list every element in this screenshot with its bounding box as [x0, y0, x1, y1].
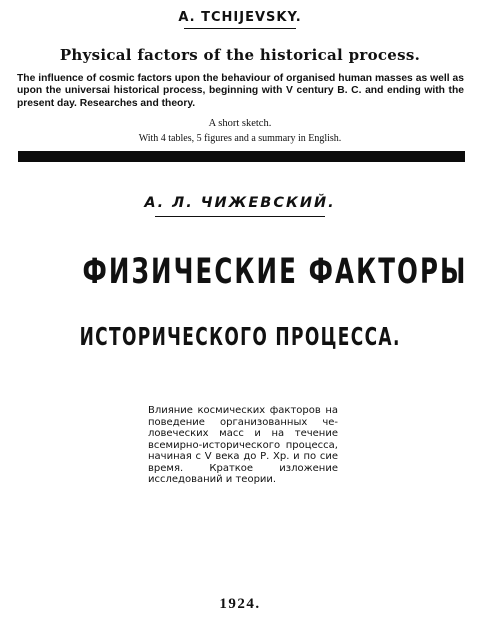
english-author-underline — [184, 28, 296, 29]
separator-band — [18, 151, 465, 162]
english-tables-note: With 4 tables, 5 figures and a summary in English. — [138, 133, 342, 144]
russian-title-line1 — [0, 252, 480, 292]
russian-description: Влияние космических факторов на поведение организованных человеческих масс и на течение всемирно-исторического процесса, начиная с V века до Р. Хр. и по сие время. Краткое изложение исследований и теории. — [148, 405, 338, 485]
english-description: The influence of cosmic factors upon the behaviour of organised human masses as well as upon the universai historical process, beginning with V century B. C. and ending with the present day. Researches and theory. — [17, 73, 464, 109]
english-title: Physical factors of the historical process. — [59, 46, 421, 64]
russian-title-line2-text: ИСТОРИЧЕСКОГО ПРОЦЕССА. — [79, 322, 401, 351]
russian-author-underline — [155, 216, 325, 217]
russian-title-line1-text: ФИЗИЧЕСКИЕ ФАКТОРЫ — [82, 252, 468, 292]
english-author: A. TCHIJEVSKY. — [178, 10, 302, 25]
russian-title-line2 — [0, 322, 480, 352]
publication-year: 1924. — [219, 596, 261, 612]
russian-author: А. Л. ЧИЖЕВСКИЙ. — [144, 195, 336, 211]
english-sketch-note: A short sketch. — [208, 118, 272, 129]
